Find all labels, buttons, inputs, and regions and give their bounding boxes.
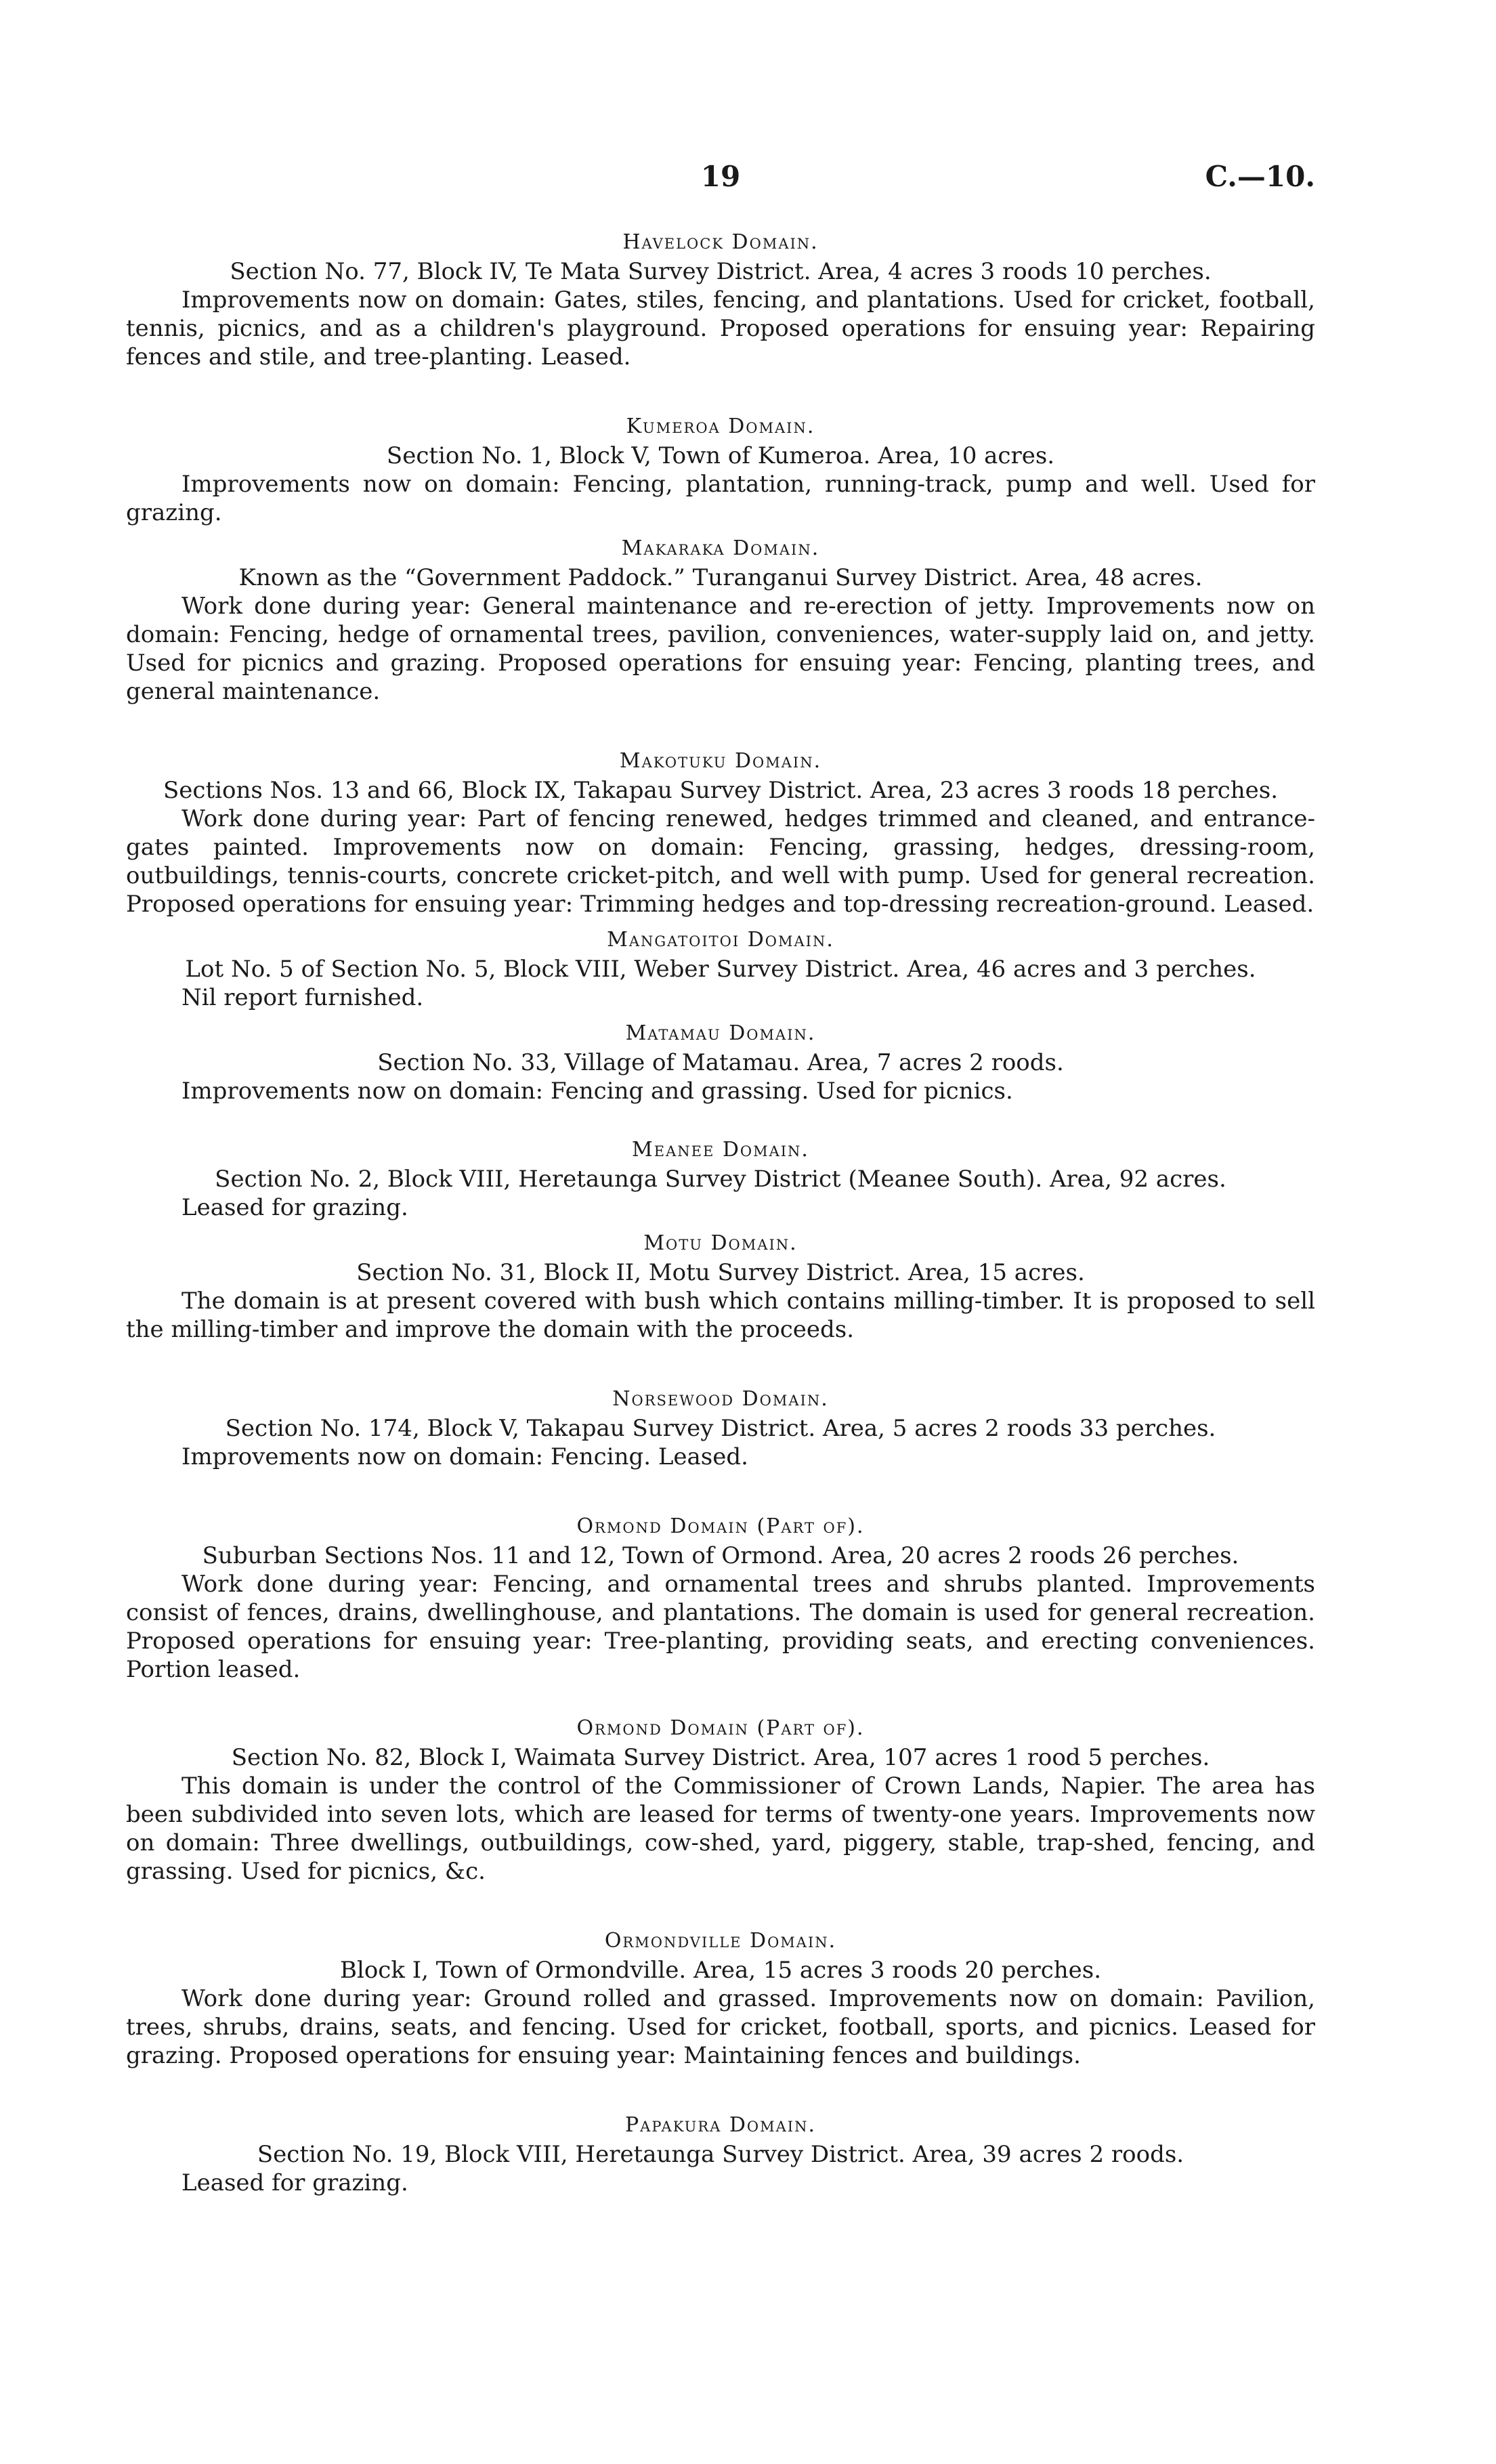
domain-entry-ormond-part-2 <box>126 1714 1315 1886</box>
domain-heading: Norsewood Domain. <box>612 1387 829 1411</box>
domain-location: Sections Nos. 13 and 66, Block IX, Takapau Survey District. Area, 23 acres 3 roods 18 perches. <box>163 777 1279 804</box>
domain-heading: Meanee Domain. <box>632 1138 809 1162</box>
domain-entry-matamau <box>126 1019 1315 1105</box>
domain-location: Lot No. 5 of Section No. 5, Block VIII, Weber Survey District. Area, 46 acres and 3 perches. <box>185 956 1256 983</box>
domain-heading: Matamau Domain. <box>625 1021 816 1045</box>
domain-heading: Havelock Domain. <box>622 230 819 254</box>
domain-location: Section No. 31, Block II, Motu Survey District. Area, 15 acres. <box>356 1259 1085 1286</box>
domain-details: Improvements now on domain: Fencing and grassing. Used for picnics. <box>181 1078 1013 1105</box>
domain-heading: Papakura Domain. <box>624 2113 816 2137</box>
domain-entry-papakura <box>126 2110 1315 2197</box>
domain-location: Known as the “Government Paddock.” Turanganui Survey District. Area, 48 acres. <box>238 564 1203 591</box>
domain-details: Leased for grazing. <box>181 2169 408 2196</box>
domain-details: Leased for grazing. <box>181 1194 408 1221</box>
domain-location: Suburban Sections Nos. 11 and 12, Town of Ormond. Area, 20 acres 2 roods 26 perches. <box>202 1542 1239 1569</box>
domain-details: This domain is under the control of the Commissioner of Crown Lands, Napier. The area has been subdivided into seven lots, which are leased for terms of twenty-one years. Improvements now on domain: Three dwellings, outbuildings, cow-shed, yard, piggery, stable, trap-shed, fencing, and grassing. Used for picnics, &c. <box>126 1772 1315 1885</box>
domain-location: Section No. 82, Block I, Waimata Survey District. Area, 107 acres 1 rood 5 perches. <box>231 1744 1210 1771</box>
domain-heading: Motu Domain. <box>643 1231 798 1255</box>
domain-location: Section No. 2, Block VIII, Heretaunga Survey District (Meanee South). Area, 92 acres. <box>215 1166 1226 1193</box>
domain-entry-havelock <box>126 228 1315 371</box>
domain-heading: Makotuku Domain. <box>619 749 822 773</box>
domain-details: Improvements now on domain: Fencing, plantation, running-track, pump and well. Used for grazing. <box>126 471 1315 526</box>
domain-heading: Ormond Domain (Part of). <box>576 1716 865 1740</box>
domain-entry-ormond-part-1 <box>126 1512 1315 1684</box>
domain-location: Section No. 174, Block V, Takapau Survey District. Area, 5 acres 2 roods 33 perches. <box>225 1415 1216 1442</box>
domain-details: Improvements now on domain: Fencing. Leased. <box>181 1443 748 1470</box>
domain-entry-norsewood <box>126 1384 1315 1471</box>
domain-details: Nil report furnished. <box>181 984 424 1011</box>
page-number: 19 <box>700 160 741 193</box>
domain-heading: Mangatoitoi Domain. <box>607 928 834 952</box>
domain-entry-meanee <box>126 1135 1315 1222</box>
domain-details: Improvements now on domain: Gates, stiles, fencing, and plantations. Used for cricket, football, tennis, picnics, and as a children's playground. Proposed operations for ensuing year: Repairing fences and stile, and tree-planting. Leased. <box>126 286 1315 370</box>
domain-location: Section No. 77, Block IV, Te Mata Survey District. Area, 4 acres 3 roods 10 perches. <box>230 258 1212 285</box>
domain-entry-kumeroa <box>126 412 1315 527</box>
domain-entry-makaraka <box>126 534 1315 706</box>
domain-heading: Makaraka Domain. <box>621 536 820 560</box>
domain-entry-mangatoitoi <box>126 925 1315 1012</box>
domain-heading: Ormondville Domain. <box>604 1929 837 1953</box>
domain-location: Section No. 19, Block VIII, Heretaunga Survey District. Area, 39 acres 2 roods. <box>257 2141 1184 2168</box>
domain-heading: Ormond Domain (Part of). <box>576 1514 865 1538</box>
domain-location: Section No. 1, Block V, Town of Kumeroa. Area, 10 acres. <box>386 442 1055 469</box>
domain-details: Work done during year: General maintenance and re-erection of jetty. Improvements now on domain: Fencing, hedge of ornamental trees, pavilion, conveniences, water-supply laid on, and jetty. Used for picnics and grazing. Proposed operations for ensuing year: Fencing, planting trees, and general maintenance. <box>126 593 1315 705</box>
domain-details: The domain is at present covered with bush which contains milling-timber. It is proposed to sell the milling-timber and improve the domain with the proceeds. <box>126 1288 1315 1343</box>
page-header <box>126 160 1315 200</box>
domain-entry-ormondville <box>126 1926 1315 2070</box>
domain-list <box>126 228 1315 2197</box>
domain-details: Work done during year: Ground rolled and grassed. Improvements now on domain: Pavilion, trees, shrubs, drains, seats, and fencing. Used for cricket, football, sports, and picnics. Leased for grazing. Proposed operations for ensuing year: Maintaining fences and buildings. <box>126 1985 1315 2069</box>
domain-location: Section No. 33, Village of Matamau. Area, 7 acres 2 roods. <box>377 1049 1064 1076</box>
domain-location: Block I, Town of Ormondville. Area, 15 acres 3 roods 20 perches. <box>339 1957 1102 1984</box>
domain-entry-motu <box>126 1229 1315 1344</box>
document-page <box>126 0 1315 2464</box>
domain-details: Work done during year: Fencing, and ornamental trees and shrubs planted. Improvements consist of fences, drains, dwellinghouse, and plantations. The domain is used for general recreation. Proposed operations for ensuing year: Tree-planting, providing seats, and erecting conveniences. Portion leased. <box>126 1571 1315 1683</box>
domain-details: Work done during year: Part of fencing renewed, hedges trimmed and cleaned, and entrance-gates painted. Improvements now on domain: Fencing, grassing, hedges, dressing-room, outbuildings, tennis-courts, concrete cricket-pitch, and well with pump. Used for general recreation. Proposed operations for ensuing year: Trimming hedges and top-dressing recreation-ground. Leased. <box>126 805 1315 918</box>
domain-entry-makotuku <box>126 746 1315 918</box>
document-code: C.—10. <box>1205 160 1315 193</box>
domain-heading: Kumeroa Domain. <box>626 415 815 438</box>
